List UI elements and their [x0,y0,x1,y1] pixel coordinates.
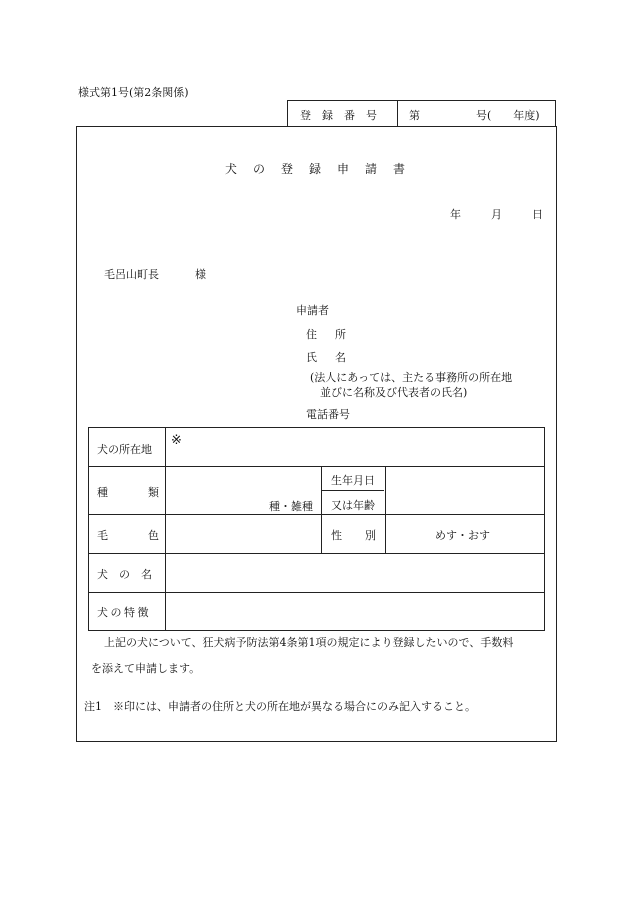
coat-color-label: 毛色 [97,529,199,542]
registration-number-box [287,100,556,126]
registration-box-divider [397,101,398,126]
page-title: 犬の登録申請書 [224,162,421,176]
applicant-name-label: 氏名 [306,351,364,364]
corporation-note-line1: (法人にあっては、主たる事務所の所在地 [310,371,513,384]
sex-label: 性別 [331,529,399,542]
dog-name-label: 犬の名 [97,568,163,581]
applicant-heading: 申請者 [296,304,329,317]
table-rule [321,466,322,553]
application-date [450,206,543,222]
registration-number-value [409,107,540,123]
footnote: 注1 ※印には、申請者の住所と犬の所在地が異なる場合にのみ記入すること。 [84,700,476,713]
dog-info-table [88,427,545,631]
table-rule [89,466,544,467]
table-rule [89,553,544,554]
table-rule [89,514,544,515]
age-label: 又は年齢 [331,499,375,512]
corporation-note-line2: 並びに名称及び代表者の氏名) [320,386,468,399]
dog-features-label: 犬の特徴 [97,606,151,619]
date-month: 月 [491,208,502,221]
addressee-honorific: 様 [195,268,206,281]
registration-go: 号( [476,109,492,122]
form-number-label: 様式第1号(第2条関係) [78,86,189,99]
applicant-phone-label: 電話番号 [306,408,350,421]
date-year: 年 [450,208,461,221]
registration-nendo: 年度) [513,109,540,122]
addressee-name: 毛呂山町長 [104,268,159,281]
sex-value: めす・おす [435,529,490,542]
applicant-address-label: 住所 [306,328,364,341]
statement-line2: を添えて申請します。 [91,662,201,675]
registration-number-label: 登録番号 [300,109,388,122]
date-day: 日 [532,208,543,221]
location-mark: ※ [171,433,182,448]
table-rule-birth-split [321,490,384,491]
statement-line1: 上記の犬について、狂犬病予防法第4条第1項の規定により登録したいので、手数料 [104,636,514,649]
registration-dai: 第 [409,109,420,122]
addressee [104,266,206,282]
birth-date-label: 生年月日 [331,474,375,487]
location-label: 犬の所在地 [97,443,152,456]
breed-label: 種類 [97,486,199,499]
breed-suffix: 種・雑種 [269,500,313,513]
table-rule [89,592,544,593]
